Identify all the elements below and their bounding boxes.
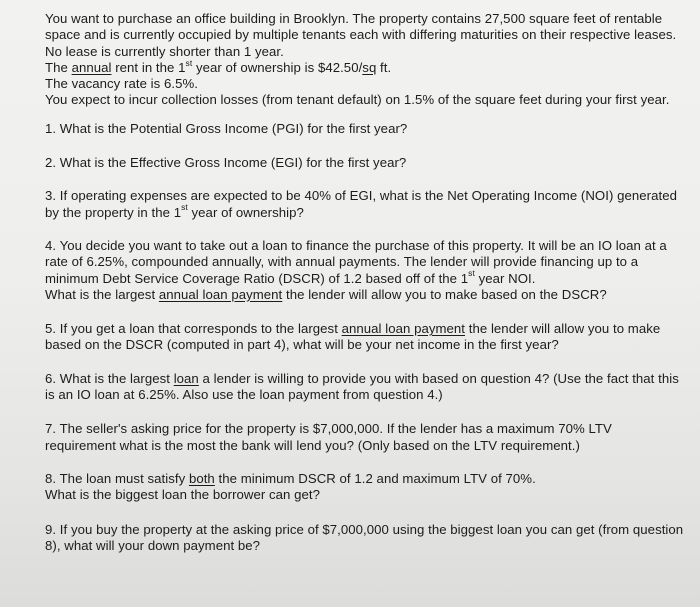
question-7: 7. The seller's asking price for the property is $7,000,000. If the lender has a maximum 70% LTV requirement what is the most the bank will lend you? (Only based on the LTV requirement.) <box>45 421 612 453</box>
question-1: 1. What is the Potential Gross Income (PGI) for the first year? <box>45 120 408 136</box>
problem-intro <box>45 11 685 109</box>
intro-collection-losses: You expect to incur collection losses (from tenant default) on 1.5% of the square feet during your first year. <box>45 92 670 108</box>
question-8: 8. The loan must satisfy both the minimum DSCR of 1.2 and maximum LTV of 70%. What is the biggest loan the borrower can get? <box>45 470 536 503</box>
question-2: 2. What is the Effective Gross Income (EGI) for the first year? <box>45 155 407 171</box>
question-4: 4. You decide you want to take out a loan to finance the purchase of this property. It will be an IO loan at a rate of 6.25%, compounded annually, with annual payments. The lender will provide financing up to a minimum Debt Service Coverage Ratio (DSCR) of 1.2 based off of the 1st year NOI. What is the largest annual loan payment the lender will allow you to make based on the DSCR? <box>45 237 667 302</box>
question-9: 9. If you buy the property at the asking price of $7,000,000 using the biggest loan you can get (from question 8), what will your down payment be? <box>45 521 684 553</box>
problem-sheet <box>45 11 685 554</box>
question-6: 6. What is the largest loan a lender is willing to provide you with based on question 4? (Use the fact that this is an IO loan at 6.25%. Also use the loan payment from question 4.) <box>45 370 679 403</box>
intro-property-description: You want to purchase an office building in Brooklyn. The property contains 27,500 square feet of rentable space and is currently occupied by multiple tenants each with differing maturities on their respective leases. No lease is currently shorter than 1 year. <box>45 11 677 59</box>
question-3: 3. If operating expenses are expected to be 40% of EGI, what is the Net Operating Income (NOI) generated by the property in the 1st year of ownership? <box>45 188 677 220</box>
intro-vacancy-rate: The vacancy rate is 6.5%. <box>45 76 198 92</box>
question-5: 5. If you get a loan that corresponds to the largest annual loan payment the lender will allow you to make based on the DSCR (computed in part 4), what will be your net income in the first year? <box>45 321 661 353</box>
intro-annual-rent: The annual rent in the 1st year of ownership is $42.50/sq ft. <box>45 57 392 75</box>
